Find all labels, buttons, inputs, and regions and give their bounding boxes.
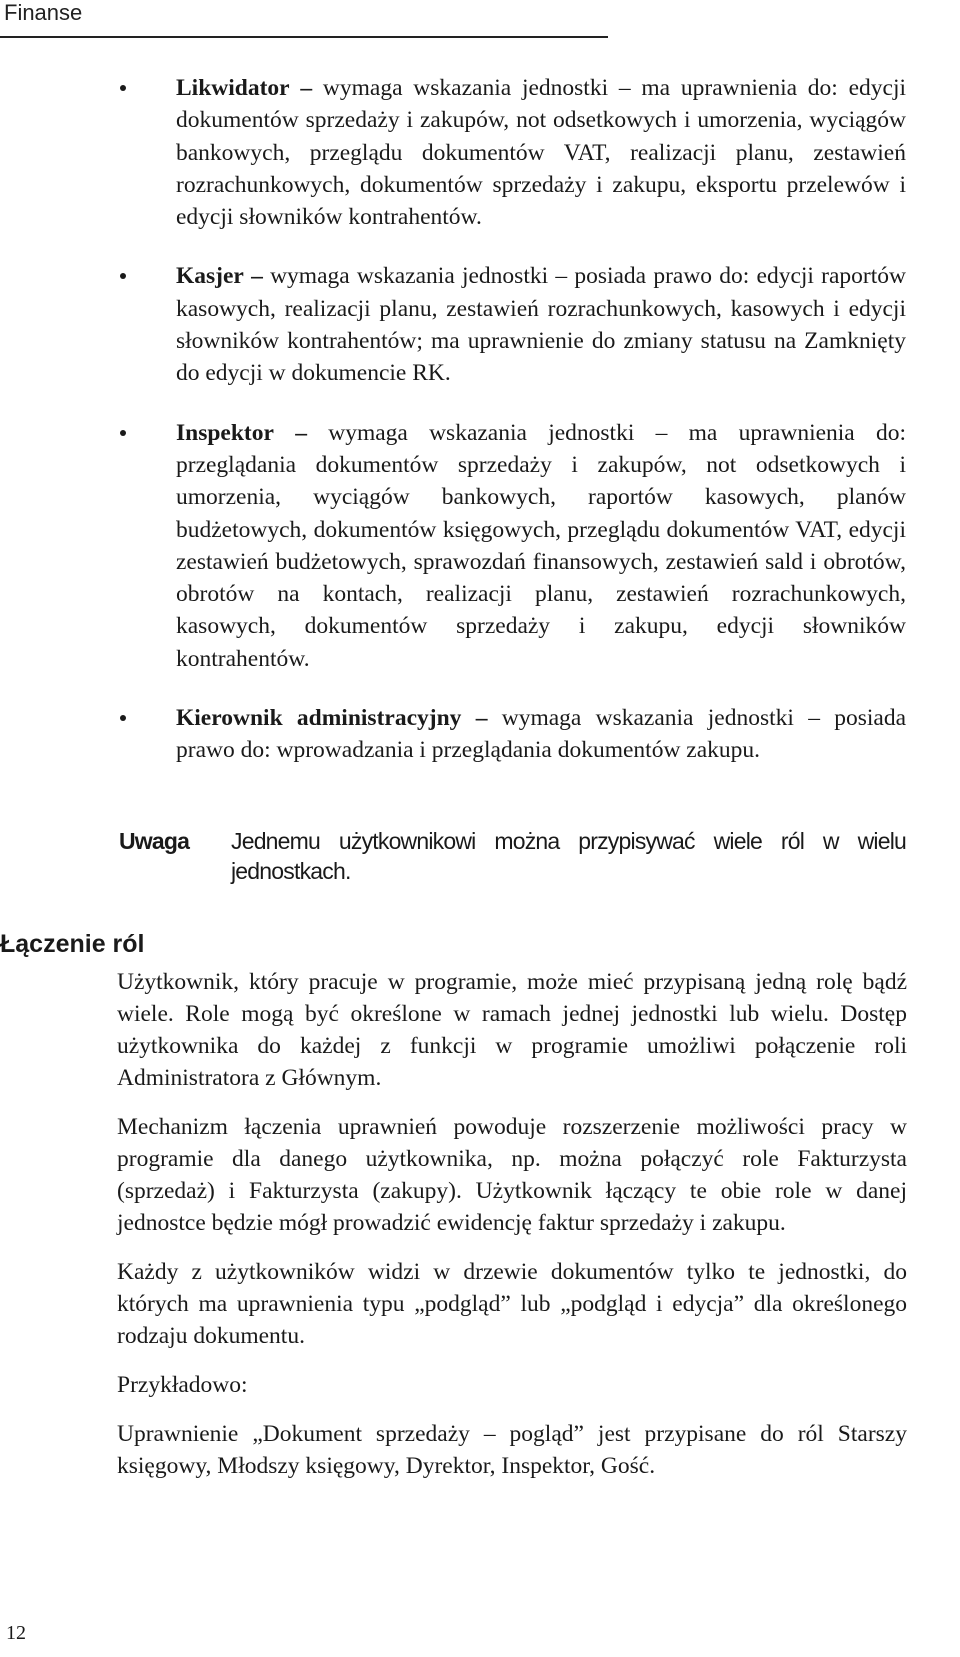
header-rule xyxy=(0,36,608,38)
role-dash: – xyxy=(300,75,313,101)
note-label: Uwaga xyxy=(119,828,190,854)
note-box xyxy=(119,826,906,886)
role-name: Likwidator xyxy=(176,75,290,101)
paragraph: Przykładowo: xyxy=(117,1372,248,1398)
list-item xyxy=(120,417,906,675)
paragraph: Użytkownik, który pracuje w programie, może mieć przypisaną jedną rolę bądź wiele. Role mogą być określone w ramach jednej jednostki lub wielu. Dostęp użytkownika do każdej z funkcji w programie umożliwi połączenie roli Administratora z Głównym. xyxy=(117,969,907,1091)
role-name: Kasjer xyxy=(176,263,244,290)
paragraph: Mechanizm łączenia uprawnień powoduje rozszerzenie możliwości pracy w programie dla danego użytkownika, np. można połączyć role Fakturzysta (sprzedaż) i Fakturzysta (zakupy). Użytkownik łączący te obie role w danej jednostce będzie mógł prowadzić ewidencję faktur sprzedaży i zakupu. xyxy=(117,1114,907,1236)
role-dash: – xyxy=(251,263,263,290)
role-dash: – xyxy=(295,419,307,446)
section-body xyxy=(117,966,907,1499)
role-description: wymaga wskazania jednostki – ma uprawnienia do: edycji dokumentów sprzedaży i zakupów, not odsetkowych i umorzenia, wyciągów bankowych, przeglądu dokumentów VAT, realizacji planu, zestawień rozrachunkowych, dokumentów sprzedaży i zakupu, eksportu przelewów i edycji słowników kontrahentów. xyxy=(176,75,907,231)
note-text: Jednemu użytkownikowi można przypisywać wiele ról w wielu jednostkach. xyxy=(231,828,906,884)
role-description: wymaga wskazania jednostki – posiada prawo do: wprowadzania i przeglądania dokumentów zakupu. xyxy=(176,705,907,764)
roles-list xyxy=(120,72,906,794)
list-item xyxy=(120,260,906,389)
bullet-icon xyxy=(120,715,126,721)
role-name: Kierownik administracyjny xyxy=(176,705,462,732)
bullet-icon xyxy=(120,273,126,279)
role-dash: – xyxy=(475,705,488,732)
page-header-title: Finanse xyxy=(4,0,83,25)
bullet-icon xyxy=(120,85,126,91)
page-number: 12 xyxy=(6,1622,26,1644)
role-description: wymaga wskazania jednostki – posiada prawo do: edycji raportów kasowych, realizacji planu, zestawień rozrachunkowych, kasowych i edycji słowników kontrahentów; ma uprawnienie do zmiany statusu na Zamknięty do edycji w dokumencie RK. xyxy=(176,263,906,387)
paragraph: Każdy z użytkowników widzi w drzewie dokumentów tylko te jednostki, do których ma uprawnienia typu „podgląd” lub „podgląd i edycja” dla określonego rodzaju dokumentu. xyxy=(117,1259,907,1349)
list-item xyxy=(120,702,906,767)
section-title: Łączenie ról xyxy=(0,930,145,958)
role-description: wymaga wskazania jednostki – ma uprawnienia do: przeglądania dokumentów sprzedaży i zakupów, not odsetkowych i umorzenia, wyciągów bankowych, raportów kasowych, planów budżetowych, dokumentów księgowych, przeglądu dokumentów VAT, edycji zestawień budżetowych, sprawozdań finansowych, zestawień sald i obrotów, obrotów na kontach, realizacji planu, zestawień rozrachunkowych, kasowych, dokumentów sprzedaży i zakupu, edycji słowników kontrahentów. xyxy=(176,419,907,672)
paragraph: Uprawnienie „Dokument sprzedaży – pogląd” jest przypisane do ról Starszy księgowy, Młodszy księgowy, Dyrektor, Inspektor, Gość. xyxy=(117,1421,907,1479)
role-name: Inspektor xyxy=(176,419,274,446)
list-item xyxy=(120,72,906,233)
bullet-icon xyxy=(120,430,126,436)
